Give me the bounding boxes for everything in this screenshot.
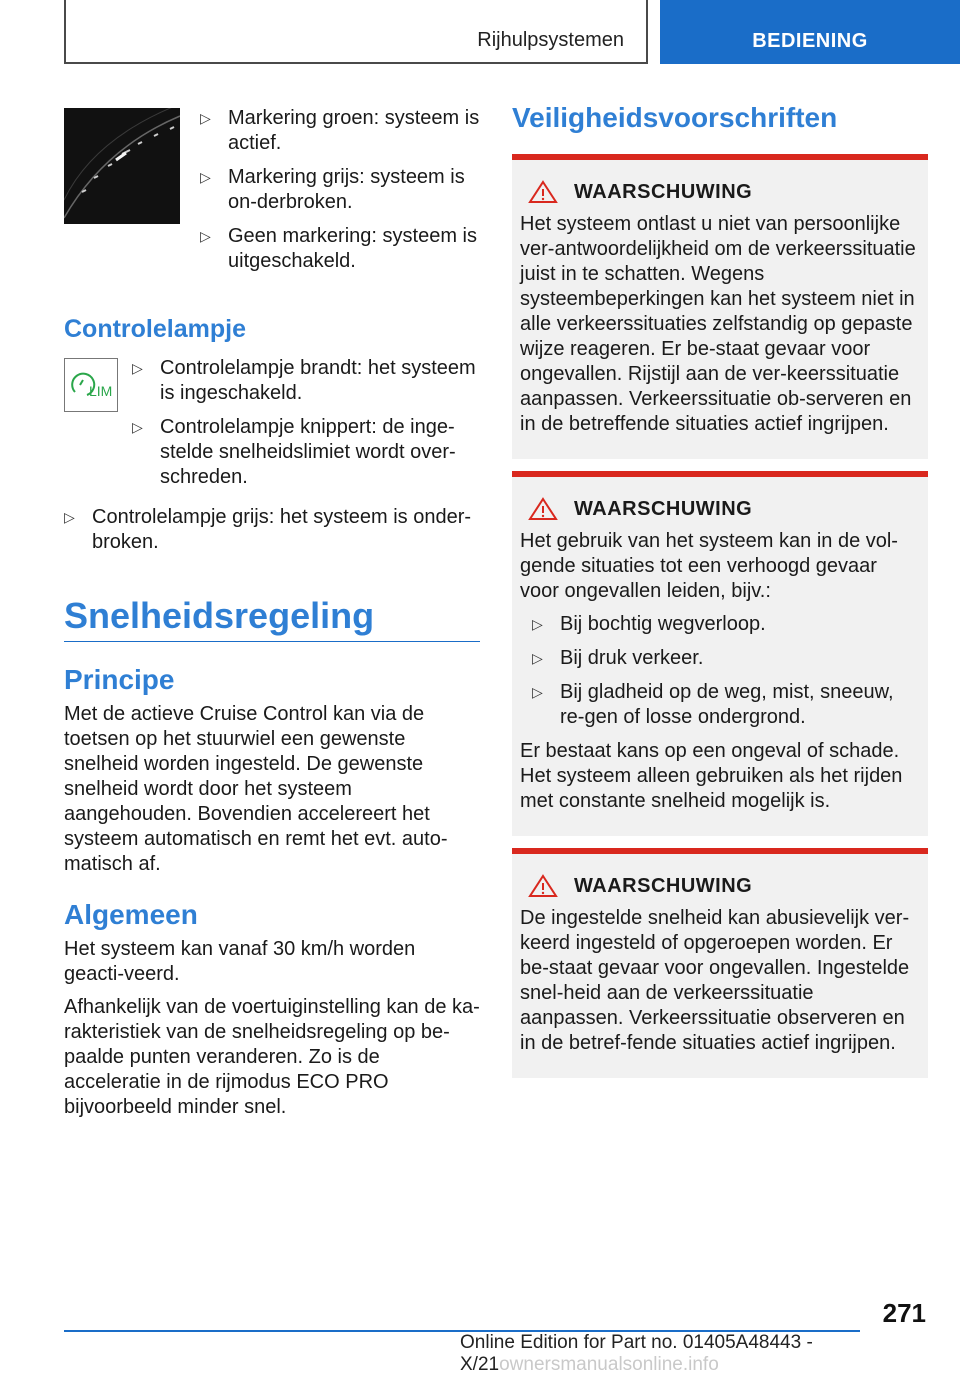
list-item: ▷ Bij gladheid op de weg, mist, sneeuw, re‐gen of losse ondergrond.	[532, 681, 894, 728]
list-item: ▷ Bij bochtig wegverloop.	[532, 613, 766, 635]
triangle-bullet-icon: ▷	[132, 360, 143, 376]
warning-list	[532, 612, 920, 730]
warning-box-2	[512, 471, 928, 836]
header-section-box	[64, 0, 648, 64]
footer-text	[460, 1332, 960, 1376]
list-item: ▷ Markering grijs: systeem is on‐derbroken.	[200, 166, 465, 213]
warning-intro: Het gebruik van het systeem kan in de vol‐gende situaties tot een verhoogd gevaar voor ongevallen leiden, bijv.:	[520, 530, 898, 602]
triangle-bullet-icon: ▷	[532, 684, 543, 700]
page-number: 271	[882, 1298, 926, 1328]
markering-block	[64, 100, 480, 283]
lim-indicator-icon	[64, 358, 118, 412]
veiligheid-heading: Veiligheidsvoorschriften	[512, 102, 838, 133]
principe-text: Met de actieve Cruise Control kan via de toetsen op het stuurwiel een gewenste snelheid worden ingesteld. De gewenste snelheid wordt door het systeem aangehouden. Bovendien accelereert het systeem automatisch en remt het evt. auto‐matisch af.	[64, 703, 448, 875]
header-section-title: Rijhulpsystemen	[477, 29, 624, 51]
triangle-bullet-icon: ▷	[200, 169, 211, 185]
triangle-bullet-icon: ▷	[64, 509, 75, 525]
lamp-list	[132, 356, 480, 499]
triangle-bullet-icon: ▷	[532, 650, 543, 666]
edition-text: Online Edition for Part no. 01405A48443 - X/21	[460, 1332, 813, 1375]
watermark-text: ownersmanualsonline.info	[499, 1354, 719, 1375]
triangle-bullet-icon: ▷	[532, 616, 543, 632]
warning-title: WAARSCHUWING	[520, 874, 920, 898]
algemeen-heading: Algemeen	[64, 899, 198, 930]
main-heading-block	[64, 595, 480, 642]
list-item: ▷ Markering groen: systeem is actief.	[200, 107, 480, 154]
warning-triangle-icon	[528, 180, 558, 204]
header-chapter-tab	[660, 0, 960, 64]
right-column	[512, 100, 928, 1078]
list-item: ▷ Geen markering: systeem is uitgeschakeld.	[200, 225, 477, 272]
left-column	[64, 100, 480, 1120]
warning-triangle-icon	[528, 497, 558, 521]
list-item: ▷ Bij druk verkeer.	[532, 647, 704, 669]
lim-label: LIM	[89, 383, 113, 399]
algemeen-text-1: Het systeem kan vanaf 30 km/h worden geacti‐veerd.	[64, 938, 416, 985]
principe-heading: Principe	[64, 664, 175, 695]
warning-text: De ingestelde snelheid kan abusievelijk ver‐keerd ingesteld of opgeroepen worden. Er be‐staat gevaar voor ongevallen. Ingestelde snel‐heid aan de verkeerssituatie aanpassen. Verkeerssituatie observeren en in de betref‐fende situaties actief ingrijpen.	[520, 907, 910, 1054]
warning-box-3	[512, 848, 928, 1078]
warning-title: WAARSCHUWING	[520, 497, 920, 521]
warning-box-1	[512, 154, 928, 459]
lamp-grey-list	[64, 505, 480, 555]
warning-text: Het systeem ontlast u niet van persoonlijke ver‐antwoordelijkheid om de verkeerssituatie juist in te schatten. Wegens systeembeperkingen kan het systeem niet in alle verkeerssituaties zelfstandig op gepaste wijze reageren. Er be‐staat gevaar voor ongevallen. Rijstijl aan de ver‐keerssituatie aanpassen. Verkeerssituatie ob‐serveren en in de betreffende situaties actief ingrijpen.	[520, 213, 916, 435]
triangle-bullet-icon: ▷	[200, 228, 211, 244]
lamp-block	[64, 356, 480, 499]
main-heading: Snelheidsregeling	[64, 595, 375, 636]
header-chapter-label: BEDIENING	[752, 30, 868, 52]
algemeen-text-2: Afhankelijk van de voertuiginstelling kan de ka‐rakteristiek van de snelheidsregeling op be‐paalde punten veranderen. Zo is de acceleratie in de rijmodus ECO PRO bijvoorbeeld minder snel.	[64, 996, 480, 1118]
list-item: ▷ Controlelampje brandt: het systeem is ingeschakeld.	[132, 357, 476, 404]
markering-list	[200, 106, 480, 283]
list-item: ▷ Controlelampje knippert: de inge‐stelde snelheidslimiet wordt over‐schreden.	[132, 416, 456, 488]
speedometer-marking-image	[64, 108, 180, 224]
warning-triangle-icon	[528, 874, 558, 898]
warning-outro: Er bestaat kans op een ongeval of schade. Het systeem alleen gebruiken als het rijden met constante snelheid mogelijk is.	[520, 740, 903, 812]
triangle-bullet-icon: ▷	[200, 110, 211, 126]
triangle-bullet-icon: ▷	[132, 419, 143, 435]
warning-title: WAARSCHUWING	[520, 180, 920, 204]
list-item: ▷ Controlelampje grijs: het systeem is onder‐broken.	[64, 506, 472, 553]
controlelampje-heading: Controlelampje	[64, 315, 246, 343]
